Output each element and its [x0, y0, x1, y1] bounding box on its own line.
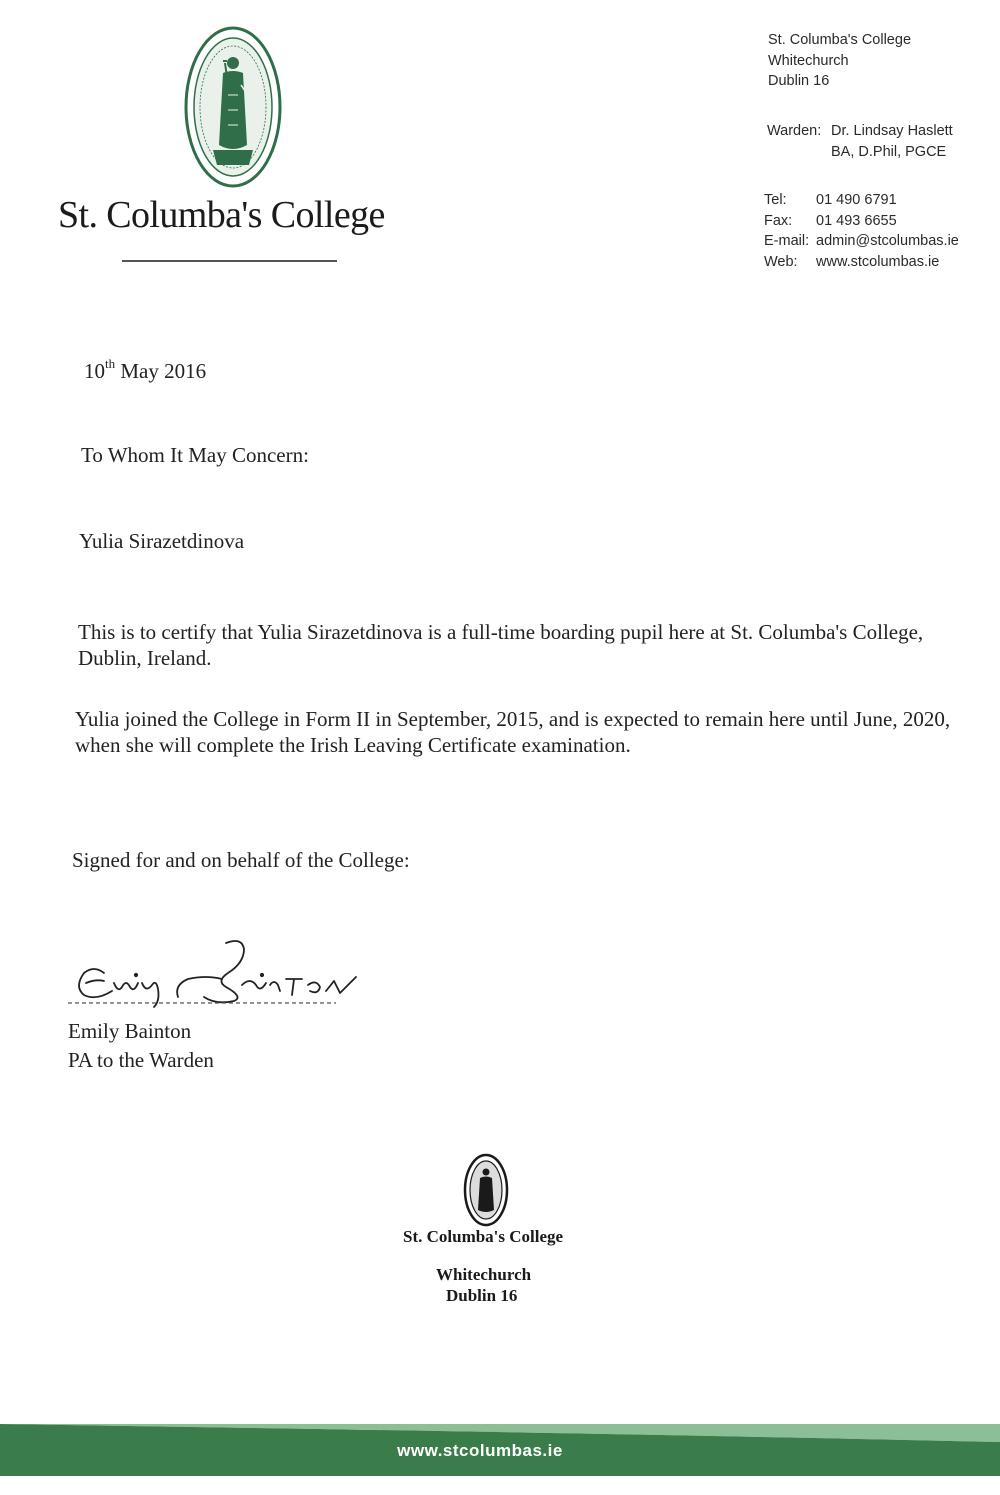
signoff-line: Signed for and on behalf of the College:	[72, 848, 410, 872]
address-line: St. Columba's College	[768, 32, 912, 48]
address-line: Whitechurch	[768, 52, 849, 69]
footer-website-link[interactable]: www.stcolumbas.ie	[397, 1441, 563, 1460]
letter-paragraph: Yulia joined the College in Form II in September, 2015, and is expected to remain here until June, 2020, when she will complete the Irish Leaving Certificate examination.	[75, 707, 951, 757]
date-month-year: May 2016	[115, 359, 207, 383]
salutation: To Whom It May Concern:	[81, 443, 309, 467]
stamp-address-line: Dublin 16	[446, 1286, 518, 1305]
letter-date	[84, 353, 206, 384]
handwritten-signature-icon	[66, 935, 366, 1015]
date-suffix: th	[105, 356, 116, 371]
warden-qualifications: BA, D.Phil, PGCE	[831, 143, 947, 160]
college-seal-icon	[183, 25, 283, 190]
contact-label: Tel:	[764, 192, 787, 208]
contact-label: Web:	[764, 253, 798, 270]
address-line: Dublin 16	[768, 73, 830, 89]
signer-name: Emily Bainton	[68, 1019, 192, 1043]
contact-row	[764, 252, 959, 273]
website-address: www.stcolumbas.ie	[816, 253, 940, 270]
letter-paragraph: This is to certify that Yulia Sirazetdinova is a full-time boarding pupil here at St. Columba's College, Dublin, Ireland.	[78, 620, 924, 670]
fax-number: 01 493 6655	[816, 212, 897, 229]
letter-subject: Yulia Sirazetdinova	[79, 529, 245, 553]
email-address: admin@stcolumbas.ie	[816, 233, 959, 249]
college-name-heading: St. Columba's College	[58, 194, 385, 236]
contact-row	[764, 211, 959, 232]
contact-info	[764, 190, 959, 272]
header-divider	[122, 260, 337, 262]
college-address	[768, 30, 911, 92]
warden-info	[767, 121, 953, 162]
contact-label: E-mail:	[764, 233, 810, 249]
stamp-address-line: Whitechurch	[436, 1265, 532, 1284]
warden-name: Dr. Lindsay Haslett	[831, 123, 953, 139]
stamp-seal-icon	[463, 1152, 509, 1228]
stamp-college-name: St. Columba's College	[403, 1227, 564, 1246]
date-day: 10	[84, 359, 105, 383]
warden-label: Warden:	[767, 123, 822, 139]
signer-title: PA to the Warden	[68, 1048, 214, 1072]
contact-row	[764, 190, 959, 211]
contact-label: Fax:	[764, 212, 793, 229]
contact-row	[764, 231, 959, 252]
phone-number: 01 490 6791	[816, 192, 897, 208]
